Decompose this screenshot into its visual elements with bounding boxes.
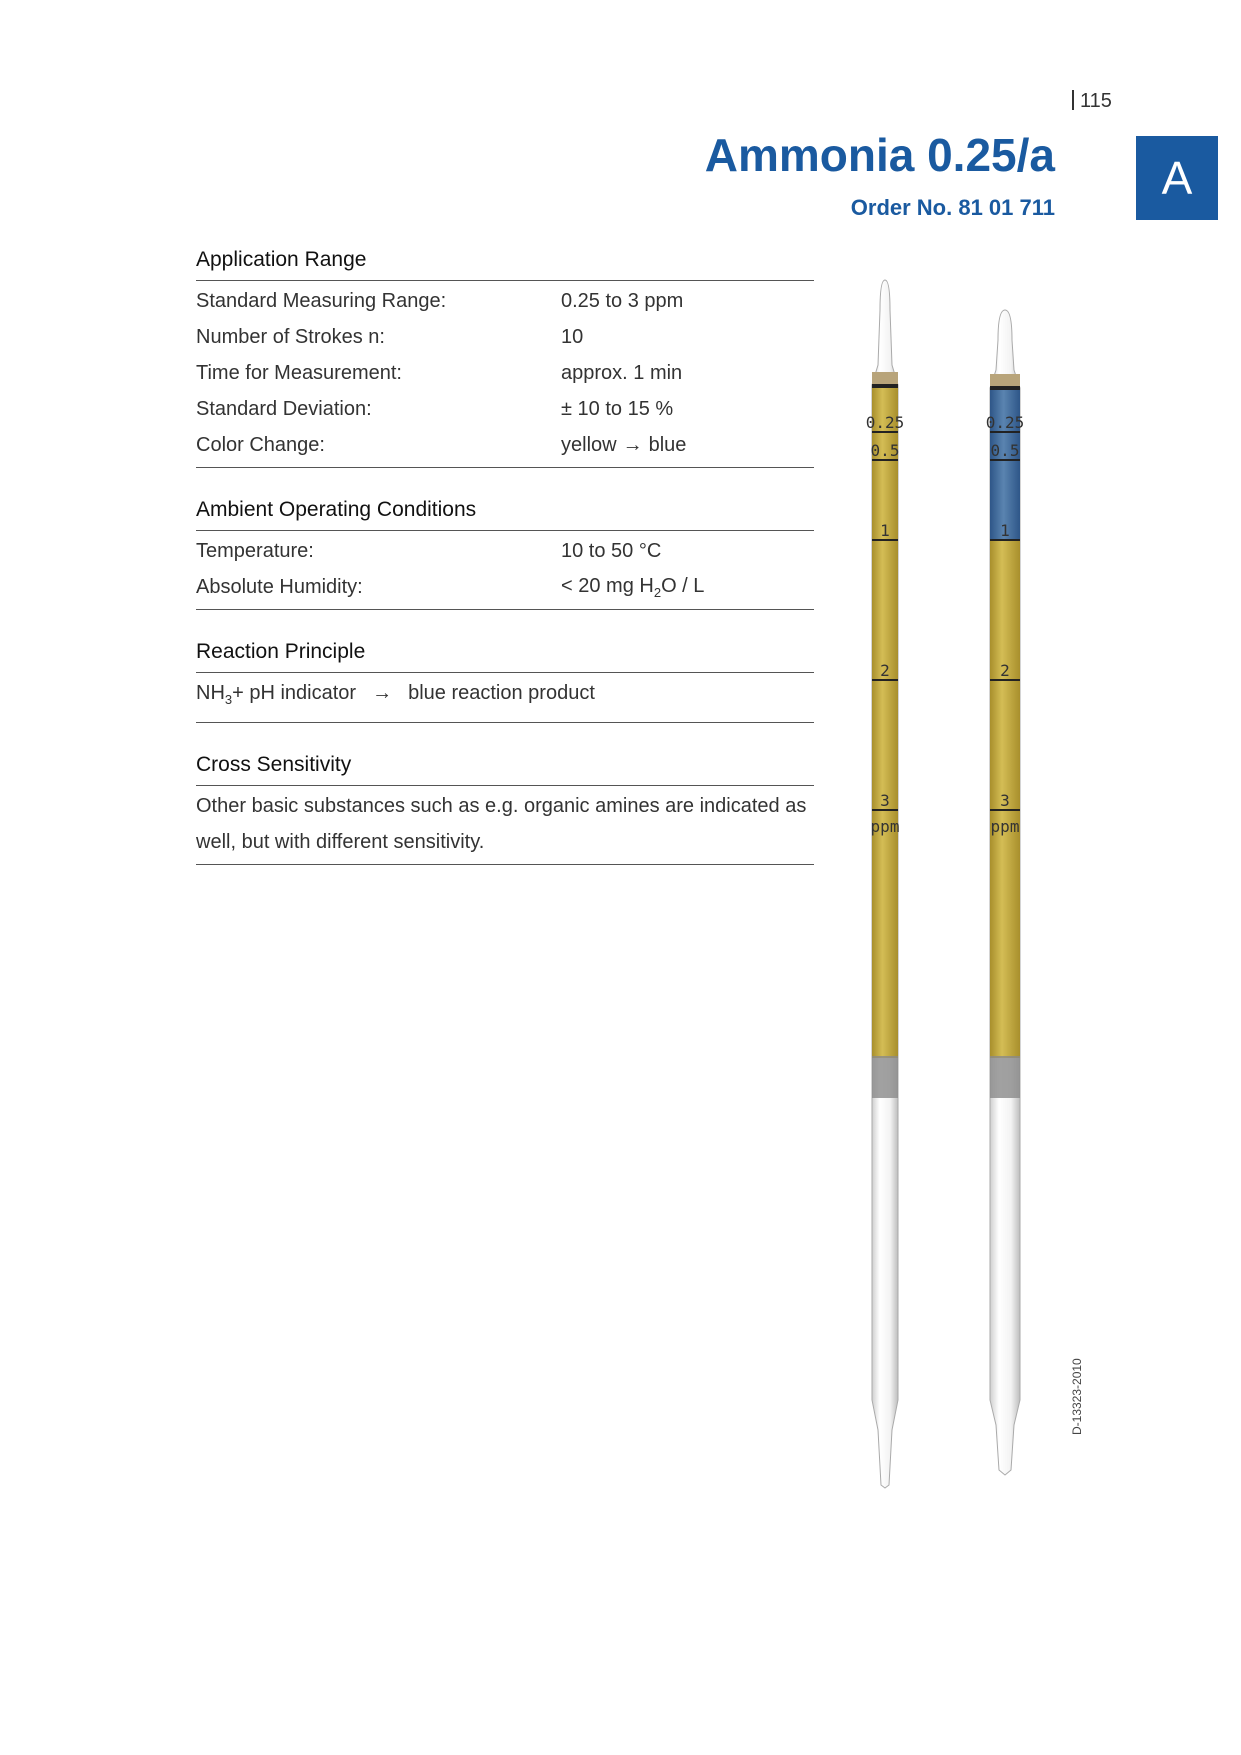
humidity-prefix: < 20 mg H <box>561 574 654 597</box>
row-label: Absolute Humidity: <box>196 575 363 598</box>
row-label: Temperature: <box>196 539 314 562</box>
cross-text: Other basic substances such as e.g. organic amines are indicated as well, but with different sensitivity. <box>196 786 814 865</box>
row-label: Color Change: <box>196 433 325 456</box>
row-value <box>561 434 814 457</box>
row-value: 10 <box>561 325 584 348</box>
table-row <box>196 427 814 463</box>
row-value: 10 to 50 °C <box>561 539 662 562</box>
arrow-right-icon: → <box>372 682 393 704</box>
scale-label: 0.25 <box>985 413 1025 432</box>
row-label: Number of Strokes n: <box>196 325 385 348</box>
color-from: yellow <box>561 433 617 456</box>
application-range-rows <box>196 281 814 468</box>
table-row <box>196 391 814 427</box>
row-label: Standard Deviation: <box>196 397 372 420</box>
humidity-sub: 2 <box>653 584 662 600</box>
page-title: Ammonia 0.25/a <box>704 129 1055 181</box>
scale-label: 3 <box>1000 791 1010 810</box>
reaction-text <box>196 673 814 723</box>
color-to: blue <box>648 433 687 456</box>
row-label: Standard Measuring Range: <box>196 289 447 312</box>
application-range-heading: Application Range <box>196 248 814 281</box>
page-number <box>1072 90 1112 113</box>
page-number-text: 115 <box>1080 90 1112 112</box>
application-range-section <box>196 248 814 468</box>
tube-unused <box>872 280 898 1488</box>
row-label: Time for Measurement: <box>196 361 402 384</box>
row-value: approx. 1 min <box>561 361 683 384</box>
ambient-section <box>196 498 814 610</box>
scale-label: 0.25 <box>865 413 905 432</box>
row-value <box>561 575 814 600</box>
reaction-heading: Reaction Principle <box>196 640 814 673</box>
cross-section <box>196 753 814 865</box>
row-value: 0.25 to 3 ppm <box>561 289 684 312</box>
humidity-suffix: O / L <box>661 574 705 597</box>
section-tab: A <box>1136 136 1218 220</box>
scale-label: 2 <box>1000 661 1010 680</box>
detector-tubes-figure <box>850 270 1060 1490</box>
reaction-sub: 3 <box>224 692 233 707</box>
tube-used <box>990 310 1020 1475</box>
scale-label: ppm <box>990 817 1020 836</box>
reaction-prefix: NH <box>196 682 225 704</box>
table-row <box>196 319 814 355</box>
reaction-mid: + pH indicator <box>232 682 357 704</box>
figure-id: D-13323-2010 <box>1070 1358 1084 1435</box>
scale-label: 2 <box>880 661 890 680</box>
scale-label: 0.5 <box>870 441 900 460</box>
content <box>196 248 814 895</box>
scale-label: 0.5 <box>990 441 1020 460</box>
table-row <box>196 569 814 605</box>
table-row <box>196 355 814 391</box>
cross-heading: Cross Sensitivity <box>196 753 814 786</box>
ambient-rows <box>196 531 814 610</box>
table-row <box>196 283 814 319</box>
scale-label: 1 <box>880 521 890 540</box>
reaction-section <box>196 640 814 723</box>
scale-label: 1 <box>1000 521 1010 540</box>
order-number: Order No. 81 01 711 <box>850 195 1055 220</box>
row-value: ± 10 to 15 % <box>561 397 674 420</box>
reaction-product: blue reaction product <box>408 682 595 704</box>
ambient-heading: Ambient Operating Conditions <box>196 498 814 531</box>
scale-label: 3 <box>880 791 890 810</box>
scale-label: ppm <box>870 817 900 836</box>
arrow-right-icon: → <box>622 433 643 456</box>
table-row <box>196 533 814 569</box>
